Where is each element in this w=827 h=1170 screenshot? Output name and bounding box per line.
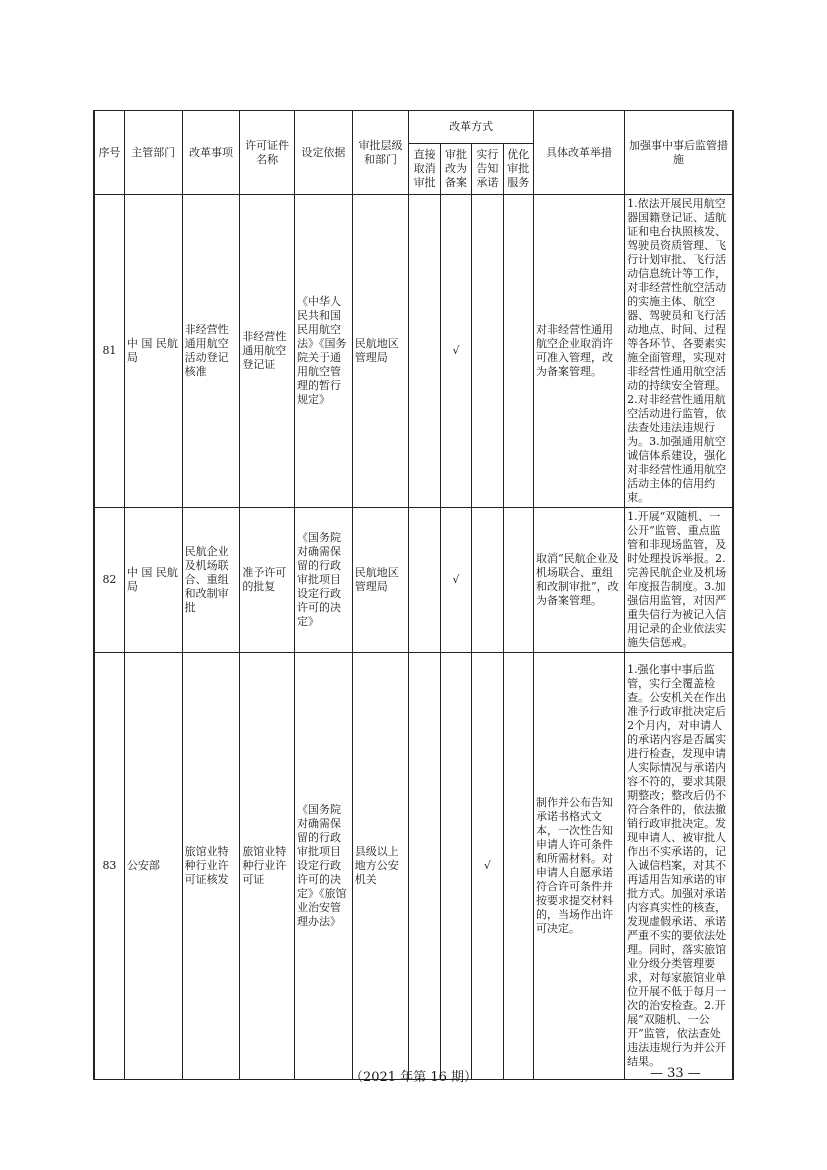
row-method-optimize	[503, 508, 533, 653]
row-seq: 81	[94, 195, 124, 508]
header-item: 改革事项	[182, 111, 240, 195]
row-item: 民航企业及机场联合、重组和改制审批	[182, 508, 240, 653]
row-license: 旅馆业特种行业许可证	[240, 653, 295, 1080]
reform-table	[93, 110, 734, 1080]
header-supervision: 加强事中事后监管措施	[625, 111, 733, 195]
row-method-cancel	[409, 508, 440, 653]
row-supervision: 1.开展“双随机、一公开”监管、重点监管和非现场监管，及时处理投诉举报。2.完善民航企业及机场年度报告制度。3.加强信用监管，对因严重失信行为被记入信用记录的企业依法实施失信惩戒。	[625, 508, 733, 653]
row-item: 非经营性通用航空活动登记核准	[182, 195, 240, 508]
row-method-filing: √	[440, 195, 471, 508]
row-license: 非经营性通用航空登记证	[240, 195, 295, 508]
header-method-cancel: 直接取消审批	[409, 144, 440, 195]
row-basis: 《国务院对确需保留的行政审批项目设定行政许可的决定》	[294, 508, 352, 653]
header-dept: 主管部门	[124, 111, 182, 195]
issue-label: （2021 年第 16 期）	[349, 1070, 478, 1085]
row-dept: 中 国 民航局	[124, 508, 182, 653]
row-supervision: 1.依法开展民用航空器国籍登记证、适航证和电台执照核发、驾驶员资质管理、飞行计划审批、飞行活动信息统计等工作，对非经营性航空活动的实施主体、航空器、驾驶员和飞行活动地点、时间、过程等各环节、各要素实施全面管理，实现对非经营性通用航空活动的持续安全管理。2.对非经营性通用航空活动进行监管，依法查处违法违规行为。3.加强通用航空诚信体系建设，强化对非经营性通用航空活动主体的信用约束。	[625, 195, 733, 508]
row-method-filing	[440, 653, 471, 1080]
header-method-commitment: 实行告知承诺	[472, 144, 503, 195]
header-level: 审批层级和部门	[352, 111, 409, 195]
row-level: 民航地区管理局	[352, 508, 409, 653]
row-method-cancel	[409, 653, 440, 1080]
header-seq: 序号	[94, 111, 124, 195]
row-seq: 82	[94, 508, 124, 653]
row-method-commitment: √	[472, 653, 503, 1080]
row-basis: 《中华人民共和国民用航空法》《国务院关于通用航空管理的暂行规定》	[294, 195, 352, 508]
row-dept: 公安部	[124, 653, 182, 1080]
row-license: 准予许可的批复	[240, 508, 295, 653]
row-measures: 取消“民航企业及机场联合、重组和改制审批”，改为备案管理。	[533, 508, 624, 653]
row-supervision: 1.强化事中事后监管，实行全覆盖检查。公安机关在作出准予行政审批决定后2个月内，对申请人的承诺内容是否属实进行检查，发现申请人实际情况与承诺内容不符的，要求其限期整改；整改后仍不符合条件的，依法撤销行政审批决定。发现申请人、被审批人作出不实承诺的，记入诚信档案，对其不再适用告知承诺的审批方式。加强对承诺内容真实性的核查，发现虚假承诺、承诺严重不实的要依法处理。同时，落实旅馆业分级分类管理要求，对每家旅馆业单位开展不低于每月一次的治安检查。2.开展“双随机、一公开”监管，依法查处违法违规行为并公开结果。	[625, 653, 733, 1080]
header-method-optimize: 优化审批服务	[503, 144, 533, 195]
table-row	[94, 195, 733, 508]
row-method-cancel	[409, 195, 440, 508]
row-seq: 83	[94, 653, 124, 1080]
header-method-filing: 审批改为备案	[440, 144, 471, 195]
row-dept: 中 国 民航局	[124, 195, 182, 508]
row-level: 民航地区管理局	[352, 195, 409, 508]
row-method-optimize	[503, 195, 533, 508]
row-item: 旅馆业特种行业许可证核发	[182, 653, 240, 1080]
row-measures: 对非经营性通用航空企业取消许可准入管理，改为备案管理。	[533, 195, 624, 508]
row-method-optimize	[503, 653, 533, 1080]
row-basis: 《国务院对确需保留的行政审批项目设定行政许可的决定》《旅馆业治安管理办法》	[294, 653, 352, 1080]
header-basis: 设定依据	[294, 111, 352, 195]
row-measures: 制作并公布告知承诺书格式文本，一次性告知申请人许可条件和所需材料。对申请人自愿承诺符合许可条件并按要求提交材料的，当场作出许可决定。	[533, 653, 624, 1080]
row-method-commitment	[472, 195, 503, 508]
row-level: 县级以上地方公安机关	[352, 653, 409, 1080]
table-row	[94, 653, 733, 1080]
header-measures: 具体改革举措	[533, 111, 624, 195]
row-method-commitment	[472, 508, 503, 653]
header-method: 改革方式	[409, 111, 534, 144]
header-license: 许可证件名称	[240, 111, 295, 195]
row-method-filing: √	[440, 508, 471, 653]
page-number: — 33 —	[650, 1066, 701, 1081]
table-row	[94, 508, 733, 653]
